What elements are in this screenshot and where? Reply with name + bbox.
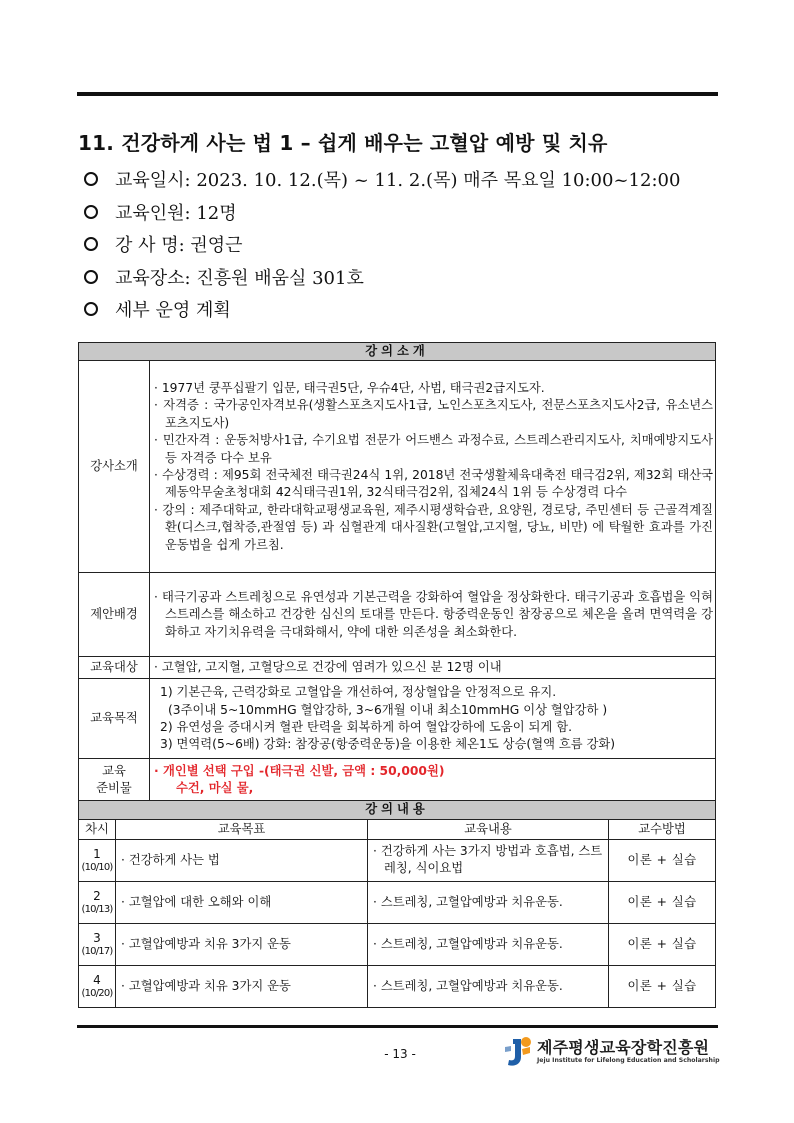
materials-label <box>79 759 150 801</box>
goals-content <box>150 679 716 759</box>
goal-cell: · 고혈압예방과 치유 3가지 운동 <box>116 923 368 965</box>
materials-line: · 개인별 선택 구입 -(태극권 신발, 금액 : 50,000원) <box>154 763 445 778</box>
org-logo <box>503 1033 721 1075</box>
column-header: 교수방법 <box>609 819 716 839</box>
info-item-capacity <box>84 196 718 229</box>
content-cell: · 스트레칭, 고혈압예방과 치유운동. <box>368 923 609 965</box>
content-text: · 건강하게 사는 3가지 방법과 호흡법, 스트레칭, 식이요법 <box>373 843 603 876</box>
info-item-date <box>84 163 718 196</box>
session-date: (10/20) <box>81 987 113 999</box>
circle-bullet-icon <box>84 205 98 219</box>
bottom-rule <box>77 1025 718 1028</box>
circle-bullet-icon <box>84 302 98 316</box>
method-cell: 이론 + 실습 <box>609 923 716 965</box>
page-title: 11. 건강하게 사는 법 1 – 쉽게 배우는 고혈압 예방 및 치유 <box>78 131 608 155</box>
session-date: (10/17) <box>81 945 113 957</box>
target-content: · 고혈압, 고지혈, 고혈당으로 건강에 염려가 있으신 분 12명 이내 <box>150 657 716 679</box>
content-cell <box>368 839 609 881</box>
instructor-label: 강사소개 <box>79 361 150 573</box>
org-name: 제주평생교육장학진흥원 <box>537 1038 710 1057</box>
instructor-content <box>150 361 716 573</box>
session-number: 2 <box>93 889 101 904</box>
table-row <box>79 839 716 881</box>
session-cell <box>79 881 116 923</box>
background-label: 제안배경 <box>79 573 150 657</box>
materials-line: 수건, 마실 물, <box>176 780 254 795</box>
method-cell: 이론 + 실습 <box>609 839 716 881</box>
schedule-header: 강의내용 <box>79 801 716 819</box>
materials-content <box>150 759 716 801</box>
background-content <box>150 573 716 657</box>
info-list <box>84 163 718 326</box>
instructor-item: · 자격증 : 국가공인자격보유(생활스포츠지도사1급, 노인스포츠지도사, 전문스포츠지도사2급, 유소년스포츠지도사) <box>154 398 714 430</box>
method-cell: 이론 + 실습 <box>609 881 716 923</box>
instructor-item: · 수상경력 : 제95회 전국체전 태극권24식 1위, 2018년 전국생활체육대축전 태극검2위, 제32회 태산국제동악무술초청대회 42식태극권1위, 32식태극검2위, 집체24식 1위 등 수상경력 다수 <box>154 467 714 500</box>
info-text: 교육장소: 진흥원 배움실 301호 <box>115 267 364 289</box>
background-text: · 태극기공과 스트레칭으로 유연성과 기본근력을 강화하여 혈압을 정상화한다. 태극기공과 호흡법을 익혀 스트레스를 해소하고 건강한 심신의 토대를 만든다. 항중력운동인 참장공으로 체온을 올려 면역력을 강화하고 자기치유력을 극대화해서, 약에 대한 의존성을 최소화한다. <box>154 589 714 639</box>
column-header: 교육목표 <box>116 819 368 839</box>
content-cell: · 스트레칭, 고혈압예방과 치유운동. <box>368 965 609 1007</box>
info-text: 교육인원: 12명 <box>115 202 237 224</box>
goal-cell: · 건강하게 사는 법 <box>116 839 368 881</box>
session-cell <box>79 839 116 881</box>
info-item-plan <box>84 293 718 326</box>
info-text: 세부 운영 계획 <box>115 300 231 322</box>
goals-label: 교육목적 <box>79 679 150 759</box>
goal-cell: · 고혈압에 대한 오해와 이해 <box>116 881 368 923</box>
materials-label-line: 준비물 <box>96 780 132 795</box>
info-item-instructor <box>84 228 718 261</box>
top-rule <box>77 92 718 96</box>
session-number: 4 <box>93 973 101 988</box>
circle-bullet-icon <box>84 172 98 186</box>
org-name-english: Jeju Institute for Lifelong Education and Scholarship <box>537 1057 720 1064</box>
table-row <box>79 965 716 1007</box>
column-header: 교육내용 <box>368 819 609 839</box>
table-row <box>79 923 716 965</box>
content-cell: · 스트레칭, 고혈압예방과 치유운동. <box>368 881 609 923</box>
org-logo-icon <box>503 1033 533 1069</box>
circle-bullet-icon <box>84 237 98 251</box>
goal-item: (3주이내 5~10mmHG 혈압강하, 3~6개월 이내 최소10mmHG 이상 혈압강하 ) <box>168 702 608 717</box>
session-number: 3 <box>93 931 101 946</box>
circle-bullet-icon <box>84 270 98 284</box>
page-number: - 13 - <box>384 1047 416 1061</box>
instructor-item: · 강의 : 제주대학교, 한라대학교평생교육원, 제주시평생학습관, 요양원, 경로당, 주민센터 등 근골격계질환(디스크,협착증,관절염 등) 과 심혈관계 대사질환(고혈압,고지혈, 당뇨, 비만) 에 탁월한 효과를 가진 운동법을 쉽게 가르침. <box>154 502 714 552</box>
course-table <box>78 342 716 1008</box>
goal-cell: · 고혈압예방과 치유 3가지 운동 <box>116 965 368 1007</box>
session-date: (10/13) <box>81 903 113 915</box>
table-row <box>79 881 716 923</box>
intro-header: 강의소개 <box>79 343 716 361</box>
goal-item: 2) 유연성을 증대시켜 혈관 탄력을 회복하게 하여 혈압강하에 도움이 되게 함. <box>160 719 572 734</box>
info-text: 교육일시: 2023. 10. 12.(목) ~ 11. 2.(목) 매주 목요일 10:00~12:00 <box>115 170 681 192</box>
session-number: 1 <box>93 847 101 862</box>
column-header: 차시 <box>79 819 116 839</box>
session-cell <box>79 923 116 965</box>
materials-label-line: 교육 <box>102 763 126 778</box>
info-text: 강 사 명: 권영근 <box>115 235 243 257</box>
method-cell: 이론 + 실습 <box>609 965 716 1007</box>
session-date: (10/10) <box>81 861 113 873</box>
instructor-item: · 민간자격 : 운동처방사1급, 수기요법 전문가 어드밴스 과정수료, 스트레스관리지도사, 치매예방지도사 등 자격증 다수 보유 <box>154 433 714 465</box>
goal-item: 3) 면역력(5~6배) 강화: 참장공(항중력운동)을 이용한 체온1도 상승(혈액 흐름 강화) <box>160 737 616 752</box>
session-cell <box>79 965 116 1007</box>
info-item-location <box>84 261 718 294</box>
instructor-item: · 1977년 쿵푸십팔기 입문, 태극권5단, 우슈4단, 사범, 태극권2급지도자. <box>154 380 545 395</box>
target-label: 교육대상 <box>79 657 150 679</box>
goal-item: 1) 기본근육, 근력강화로 고혈압을 개선하여, 정상혈압을 안정적으로 유지. <box>160 685 557 700</box>
